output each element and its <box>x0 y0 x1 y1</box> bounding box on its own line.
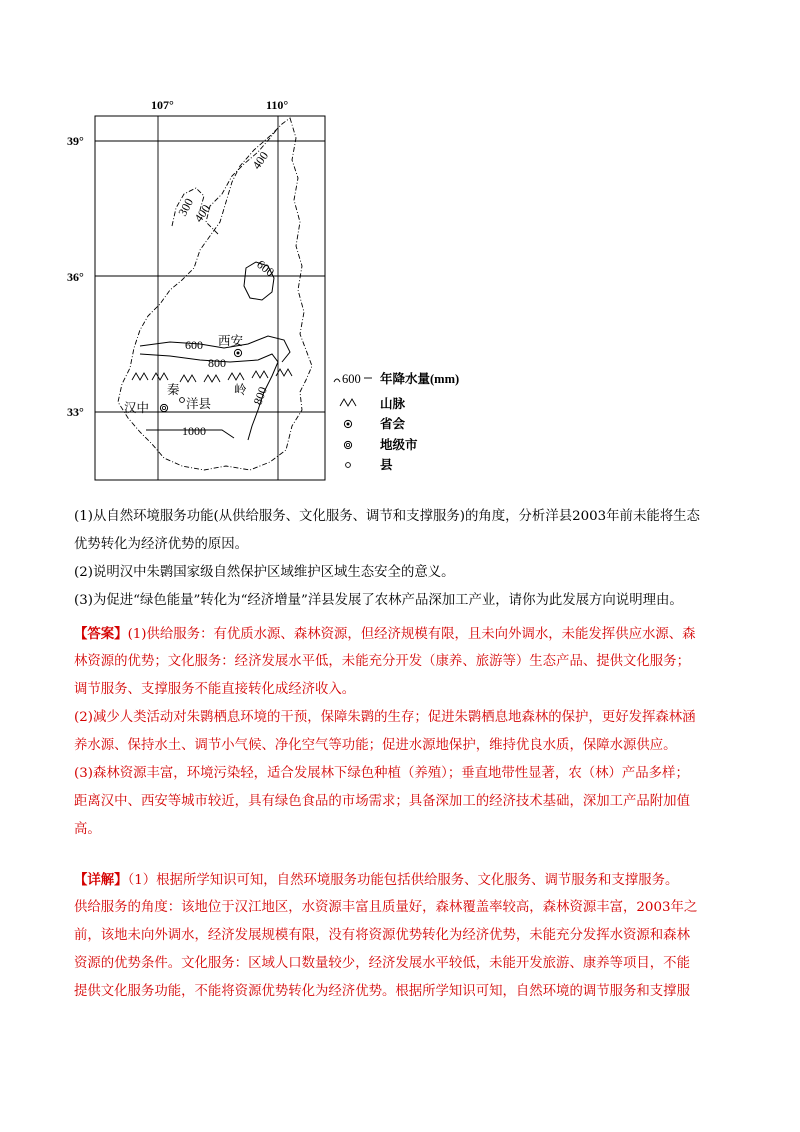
explanation-line-1 <box>74 866 734 894</box>
explanation-line: 前，该地未向外调水，经济发展规模有限，没有将资源优势转化为经济优势，未能充分发挥水资源和森林 <box>74 928 690 943</box>
contour-label-800: 800 <box>250 384 270 407</box>
contour-label-400: 400 <box>249 148 272 172</box>
answer-line: (3)森林资源丰富，环境污染轻，适合发展林下绿色种植（养殖）；垂直地带性显著，农（林）产品多样； <box>74 766 689 781</box>
legend-county-symbol <box>346 463 351 468</box>
contour-label-800: 800 <box>208 356 226 370</box>
question-line: (1)从自然环境服务功能(从供给服务、文化服务、调节和支撑服务)的角度，分析洋县2003年前未能将生态 <box>74 509 700 524</box>
legend-capital-symbol <box>344 420 351 427</box>
answer-line: (2)减少人类活动对朱鹮栖息环境的干预，保障朱鹮的生存；促进朱鹮栖息地森林的保护，更好发挥森林涵 <box>74 710 696 725</box>
explanation-line: 资源的优势条件。文化服务：区域人口数量较少，经济发展水平较低，未能开发旅游、康养等项目，不能 <box>74 956 690 971</box>
answer-text: (1)供给服务：有优质水源、森林资源，但经济规模有限，且未向外调水，未能发挥供应水源、森 <box>127 627 696 642</box>
legend-isoline-symbol <box>334 379 340 382</box>
explanation-section <box>74 866 734 1006</box>
province-boundary <box>118 118 312 470</box>
map-legend <box>334 371 459 472</box>
lat-label-39: 39° <box>67 134 84 148</box>
answer-line: 调节服务、支撑服务不能直接转化成经济收入。 <box>74 682 356 697</box>
prefecture-symbol-hanzhong <box>160 404 167 411</box>
answer-line: 高。 <box>74 822 101 837</box>
explanation-line: 提供文化服务功能，不能将资源优势转化为经济优势。根据所学知识可知，自然环境的调节服务和支撑服 <box>74 984 690 999</box>
lon-label-110: 110° <box>266 98 289 112</box>
place-label-ling: 岭 <box>234 383 247 397</box>
answer-line: 养水源、保持水土、调节小气候、净化空气等功能；促进水源地保护，维持优良水质，保障水源供应。 <box>74 738 677 753</box>
isoline-400 <box>206 128 278 234</box>
legend-prefecture-symbol <box>344 441 351 448</box>
place-label-xian: 西安 <box>218 334 244 348</box>
answer-line-1 <box>74 620 734 648</box>
legend-mountain-symbol <box>340 399 356 406</box>
place-label-qin: 秦 <box>167 383 180 397</box>
legend-capital-label: 省会 <box>380 417 406 431</box>
lon-label-107: 107° <box>151 98 174 112</box>
place-label-yangxian: 洋县 <box>186 397 212 411</box>
explanation-line: 供给服务的角度：该地位于汉江地区，水资源丰富且质量好，森林覆盖率较高，森林资源丰富，2003年之 <box>74 900 698 915</box>
legend-isoline-value: 600 <box>342 372 361 386</box>
contour-label-400: 400 <box>191 201 214 225</box>
explanation-text: （1）根据所学知识可知，自然环境服务功能包括供给服务、文化服务、调节服务和支撑服务。 <box>127 873 679 888</box>
contour-label-300: 300 <box>175 195 197 219</box>
question-line: (2)说明汉中朱鹮国家级自然保护区域维护区域生态安全的意义。 <box>74 565 455 580</box>
lat-label-36: 36° <box>67 270 84 284</box>
contour-label-1000: 1000 <box>182 424 206 438</box>
capital-symbol-xian <box>234 349 241 356</box>
legend-precip-label: 年降水量(mm) <box>380 372 460 386</box>
questions <box>74 503 734 615</box>
precipitation-map <box>0 0 800 500</box>
answer-section <box>74 620 734 844</box>
place-label-hanzhong: 汉中 <box>124 401 150 415</box>
answer-line: 距离汉中、西安等城市较近，具有绿色食品的市场需求；具备深加工的经济技术基础，深加工产品附加值 <box>74 794 690 809</box>
map-frame <box>95 116 325 480</box>
lat-label-33: 33° <box>67 405 84 419</box>
legend-county-label: 县 <box>380 458 393 472</box>
mountain-range <box>132 369 292 382</box>
answer-line: 林资源的优势；文化服务：经济发展水平低，未能充分开发（康养、旅游等）生态产品、提供文化服务； <box>74 654 690 669</box>
county-symbol-yangxian <box>180 398 185 403</box>
question-line: 优势转化为经济优势的原因。 <box>74 537 249 552</box>
question-line: (3)为促进“绿色能量”转化为“经济增量”洋县发展了农林产品深加工产业，请你为此发展方向说明理由。 <box>74 593 683 608</box>
contour-label-600: 600 <box>254 257 277 280</box>
legend-prefecture-label: 地级市 <box>380 438 418 452</box>
answer-tag: 【答案】 <box>74 626 128 642</box>
legend-mountain-label: 山脉 <box>380 397 406 411</box>
contour-label-600: 600 <box>185 338 203 352</box>
explanation-tag: 【详解】 <box>74 872 128 888</box>
